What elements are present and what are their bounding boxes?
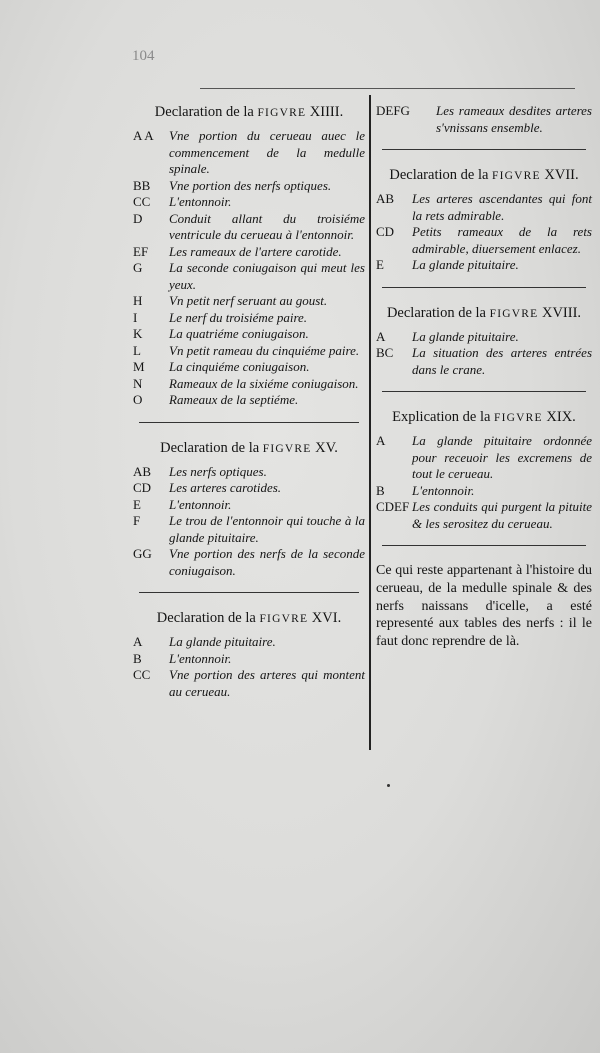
- heading-numeral: XVI.: [311, 610, 342, 626]
- entry-label: BC: [376, 345, 394, 360]
- page-number: 104: [132, 48, 155, 64]
- entry-label: AB: [376, 191, 395, 206]
- entry-label: CC: [133, 667, 151, 682]
- heading-figure-word: FIGVRE: [257, 107, 307, 119]
- entry-text: Vne portion des nerfs optiques.: [169, 177, 332, 193]
- legend-entry: [133, 326, 365, 343]
- entry-text: L'entonnoir.: [169, 496, 232, 512]
- entry-text: Les nerfs optiques.: [169, 463, 267, 479]
- header-rule: [200, 88, 575, 89]
- figure-heading: [133, 609, 365, 628]
- section-rule: [382, 287, 586, 288]
- continued-entries: [376, 103, 592, 136]
- heading-prefix: Declaration de la: [160, 439, 263, 456]
- legend-entry: [133, 546, 365, 579]
- entry-text: La glande pituitaire.: [412, 328, 519, 344]
- entry-label: A: [376, 328, 386, 344]
- legend-entries: [376, 329, 592, 379]
- entry-label: B: [376, 482, 385, 498]
- legend-entry: [133, 667, 365, 700]
- entry-label: E: [376, 257, 384, 272]
- entry-label: M: [133, 359, 145, 374]
- entry-label: L: [133, 342, 141, 358]
- legend-entries: [133, 634, 365, 700]
- entry-label: N: [133, 375, 143, 391]
- heading-numeral: XIIII.: [309, 104, 344, 120]
- entry-label: H: [133, 293, 143, 308]
- legend-entry: [376, 499, 592, 532]
- legend-entry: [133, 260, 365, 293]
- heading-prefix: Declaration de la: [156, 610, 260, 626]
- column-divider: [369, 95, 371, 750]
- entry-text: Les conduits qui purgent la pituite & les serositez du cerueau.: [412, 499, 592, 531]
- legend-entry: [376, 257, 592, 274]
- entry-label: GG: [133, 546, 152, 561]
- legend-entry: [133, 392, 365, 409]
- legend-entry: [376, 224, 592, 257]
- heading-numeral: XVIII.: [541, 304, 582, 321]
- entry-label: O: [133, 392, 143, 407]
- legend-entry: [133, 651, 365, 668]
- heading-prefix: Declaration de la: [386, 304, 490, 321]
- legend-entries: [376, 191, 592, 274]
- legend-entry: [133, 634, 365, 651]
- legend-entry: [133, 359, 365, 376]
- figure-heading: [133, 439, 365, 458]
- entry-label: F: [133, 513, 141, 528]
- entry-text: Vn petit rameau du cinquiéme paire.: [169, 342, 360, 358]
- legend-entry: [376, 433, 592, 483]
- heading-prefix: Declaration de la: [389, 167, 493, 183]
- entry-label: BB: [133, 177, 151, 193]
- figure-heading: [376, 166, 592, 185]
- entry-text: La cinquiéme coniugaison.: [169, 359, 310, 374]
- entry-label: DEFG: [376, 103, 410, 118]
- legend-entry: [133, 464, 365, 481]
- entry-label: D: [133, 210, 143, 226]
- heading-prefix: Explication de la: [392, 409, 495, 425]
- entry-label: G: [133, 260, 143, 275]
- heading-prefix: Declaration de la: [154, 104, 258, 120]
- entry-text: Le nerf du troisiéme paire.: [169, 309, 308, 325]
- entry-label: AB: [133, 463, 152, 479]
- legend-entry: [133, 244, 365, 261]
- left-column: [133, 103, 365, 700]
- heading-figure-word: FIGVRE: [492, 170, 541, 182]
- legend-entry: [376, 329, 592, 346]
- entry-text: Les rameaux desdites arteres s'vnissans ensemble.: [436, 103, 592, 135]
- figure-heading: [133, 103, 365, 122]
- entry-text: La glande pituitaire ordonnée pour receuoir les excremens de tout le cerueau.: [412, 433, 592, 481]
- entry-label: A: [133, 634, 143, 649]
- entry-text: L'entonnoir.: [169, 650, 232, 666]
- right-column: [376, 103, 592, 665]
- closing-paragraph: Ce qui reste appartenant à l'histoire du cerueau, de la medulle spinale & des nerfs naissans d'icelle, a esté representé aux tables des nerfs : il le faut donc reprendre de là.: [376, 563, 592, 650]
- section-rule: [382, 149, 586, 150]
- legend-entry: [133, 194, 365, 211]
- entry-text: Le trou de l'entonnoir qui touche à la glande pituitaire.: [169, 513, 365, 545]
- entry-text: Vne portion des arteres qui montent au cerueau.: [169, 667, 365, 699]
- entry-text: Vne portion du cerueau auec le commencement de la medulle spinale.: [169, 128, 365, 176]
- entry-text: L'entonnoir.: [169, 194, 232, 209]
- legend-entry: [133, 497, 365, 514]
- entry-text: L'entonnoir.: [412, 482, 475, 498]
- entry-text: La seconde coniugaison qui meut les yeux.: [169, 260, 365, 292]
- section-rule: [382, 545, 586, 546]
- entry-text: Conduit allant du troisiéme ventricule du cerueau à l'entonnoir.: [169, 210, 365, 242]
- legend-entry: [133, 211, 365, 244]
- entry-label: K: [133, 326, 143, 341]
- heading-figure-word: FIGVRE: [494, 412, 543, 424]
- entry-text: Les arteres ascendantes qui font la rets admirable.: [412, 191, 592, 223]
- entry-text: La glande pituitaire.: [169, 634, 276, 649]
- entry-text: Rameaux de la septiéme.: [169, 392, 299, 407]
- entry-text: La situation des arteres entrées dans le crane.: [412, 345, 592, 377]
- legend-entries: [133, 128, 365, 409]
- entry-text: Les arteres carotides.: [169, 480, 282, 495]
- entry-label: B: [133, 650, 142, 666]
- entry-text: Rameaux de la sixiéme coniugaison.: [169, 375, 359, 391]
- entry-text: La glande pituitaire.: [412, 257, 519, 272]
- legend-entries: [133, 464, 365, 580]
- legend-entry: [133, 128, 365, 178]
- legend-entry: [376, 483, 592, 500]
- legend-entry: [133, 480, 365, 497]
- entry-label: CC: [133, 194, 151, 209]
- entry-label: CD: [133, 480, 152, 495]
- legend-entry: [133, 310, 365, 327]
- heading-numeral: XV.: [315, 439, 338, 456]
- heading-numeral: XVII.: [544, 167, 579, 183]
- section-rule: [139, 422, 359, 423]
- entry-label: CD: [376, 224, 395, 239]
- heading-numeral: XIX.: [546, 409, 576, 425]
- heading-figure-word: FIGVRE: [259, 613, 309, 625]
- legend-entry: [133, 376, 365, 393]
- legend-entries: [376, 433, 592, 532]
- entry-label: A A: [133, 128, 154, 143]
- entry-label: EF: [133, 243, 149, 259]
- legend-entry: [133, 343, 365, 360]
- legend-entry: [376, 191, 592, 224]
- ink-speck: [387, 784, 390, 787]
- entry-text: Vne portion des nerfs de la seconde coniugaison.: [169, 546, 365, 578]
- entry-label: CDEF: [376, 499, 410, 514]
- section-rule: [382, 391, 586, 392]
- figure-heading: [376, 408, 592, 427]
- entry-text: La quatriéme coniugaison.: [169, 326, 309, 341]
- entry-text: Vn petit nerf seruant au goust.: [169, 293, 328, 308]
- figure-heading: [376, 304, 592, 323]
- legend-entry: [133, 178, 365, 195]
- entry-label: E: [133, 496, 141, 512]
- section-rule: [139, 592, 359, 593]
- entry-label: A: [376, 433, 386, 448]
- heading-figure-word: FIGVRE: [489, 307, 539, 320]
- legend-entry: [376, 345, 592, 378]
- entry-text: Les rameaux de l'artere carotide.: [169, 243, 342, 259]
- entry-text: Petits rameaux de la rets admirable, diuersement enlacez.: [412, 224, 592, 256]
- legend-entry: [133, 513, 365, 546]
- heading-figure-word: FIGVRE: [262, 442, 312, 455]
- entry-label: I: [133, 309, 138, 325]
- legend-entry: [376, 103, 592, 136]
- legend-entry: [133, 293, 365, 310]
